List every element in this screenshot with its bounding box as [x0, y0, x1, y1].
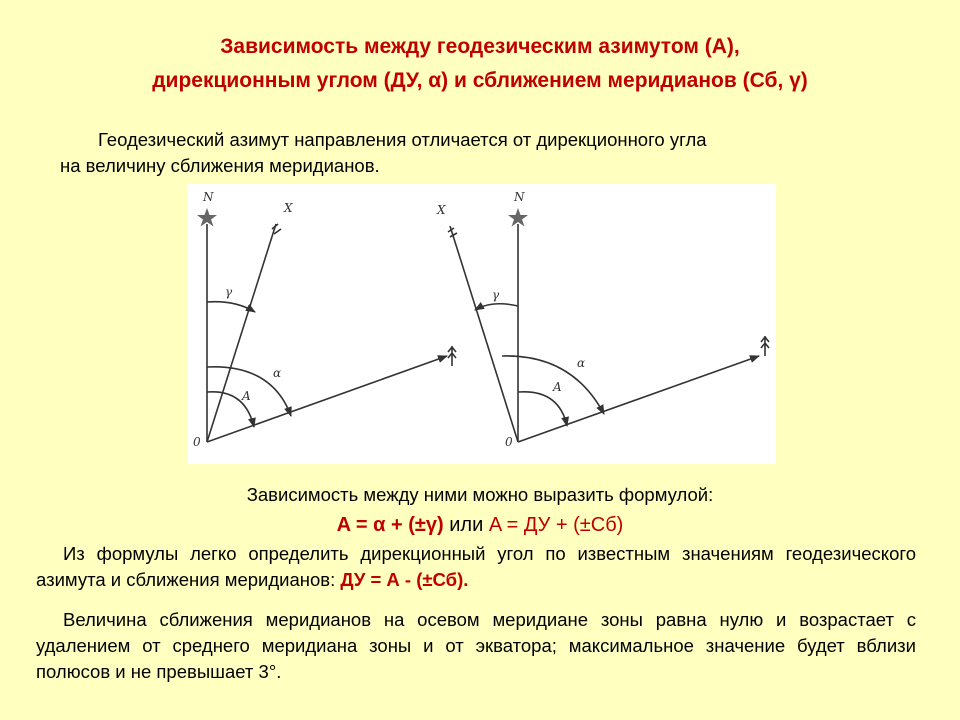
- right-direction-line: [518, 356, 759, 442]
- formula-or: или: [443, 514, 489, 536]
- right-north-label: N: [514, 190, 525, 204]
- right-gamma-arc: [475, 304, 518, 310]
- paragraph-direction-angle-text: Из формулы легко определить дирекционный угол по известным значениям геодезического азимута и сближения меридианов:: [36, 543, 916, 590]
- right-direction-symbol: [761, 336, 769, 356]
- left-star-icon: [197, 208, 217, 227]
- azimuth-diagram: [187, 184, 776, 464]
- intro-line-1: Геодезический азимут направления отличается от дирекционного угла: [98, 129, 707, 150]
- right-star-icon: [508, 208, 528, 227]
- slide-title: [0, 30, 960, 98]
- title-line-2: дирекционным углом (ДУ, α) и сближением меридианов (Сб, γ): [152, 69, 808, 92]
- title-line-1: Зависимость между геодезическим азимутом (А),: [220, 35, 740, 58]
- left-azimuth-label: A: [242, 389, 251, 403]
- intro-line-2: на величину сближения меридианов.: [60, 155, 380, 176]
- left-north-label: N: [203, 190, 214, 204]
- azimuth-diagram-svg: [187, 184, 776, 464]
- right-azimuth-arc: [518, 392, 567, 426]
- left-alpha-label: α: [273, 366, 282, 380]
- formula-alt: A = ДУ + (±Сб): [488, 514, 624, 536]
- right-gamma-label: γ: [492, 288, 500, 302]
- left-x-label: X: [284, 201, 293, 215]
- intro-paragraph: [60, 127, 910, 179]
- left-gamma-label: γ: [225, 285, 233, 299]
- left-origin-label: 0: [193, 435, 201, 449]
- paragraph-convergence: [36, 607, 916, 685]
- right-origin-label: 0: [505, 435, 513, 449]
- formula-main: A = α + (±γ): [336, 514, 444, 536]
- paragraph-direction-angle-formula: ДУ = А - (±Сб).: [340, 569, 469, 590]
- formula-intro: Зависимость между ними можно выразить формулой:: [246, 484, 714, 505]
- right-x-line: [450, 226, 518, 442]
- formula-line: [0, 511, 960, 539]
- left-direction-symbol: [448, 346, 456, 366]
- paragraph-direction-angle: [36, 541, 916, 593]
- left-x-line: [207, 224, 276, 442]
- paragraph-convergence-text: Величина сближения меридианов на осевом меридиане зоны равна нулю и возрастает с удалением от среднего меридиана зоны и от экватора; максимальное значение будет вблизи полюсов и не превышает 3°.: [36, 609, 916, 682]
- right-x-label: X: [437, 203, 446, 217]
- right-alpha-label: α: [577, 356, 586, 370]
- right-azimuth-label: A: [553, 380, 562, 394]
